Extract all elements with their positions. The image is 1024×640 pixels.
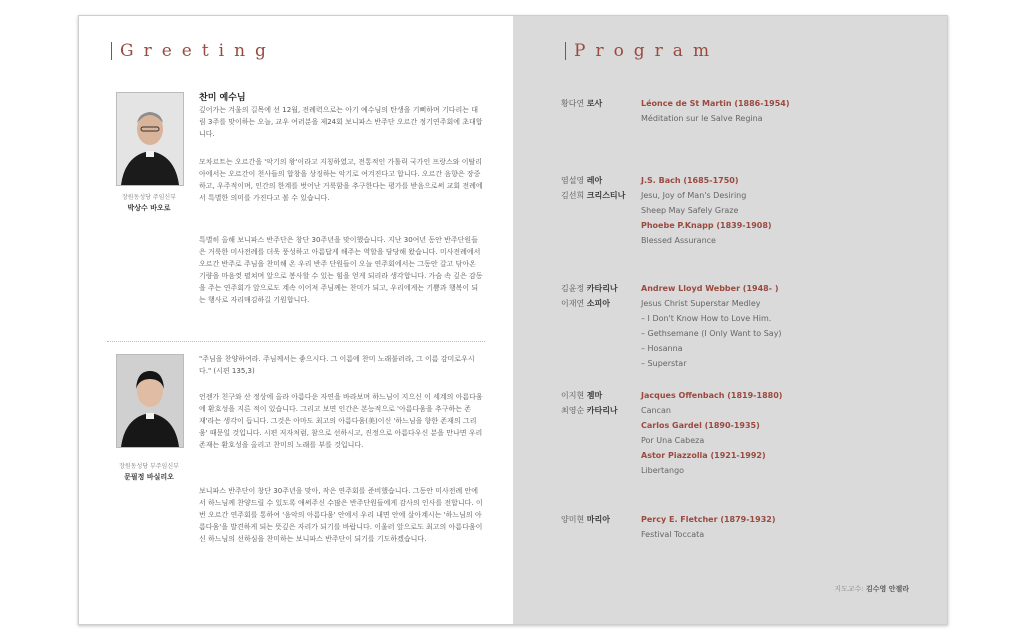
greeting-paragraph-3: 특별히 올해 보니파스 반주단은 창단 30주년을 맞이했습니다. 지난 30여년 동안 반주단원들은 거룩한 미사전례를 더욱 풍성하고 아름답게 해주는 역할을 담당해 왔습니다. 미사전례에서 오르간 반주로 주님을 찬미해 온 우리 반주 단원들이 오늘 연주회에서는 그동안 갈고 닦아온 기량을 마음껏 펼쳐며 앞으로 봉사할 수 있는 힘을 얻게 되리라 생각합니다. 가슴 속 깊은 감동을 주는 연주회가 앞으로도 계속 이어져 주님께는 찬미가 되고, 우리에게는 기쁨과 행복이 되는 행사로 자리매김하길 기원합니다. — [199, 236, 483, 304]
performers — [561, 173, 641, 203]
pieces — [641, 512, 921, 542]
assistant-priest-photo — [116, 354, 184, 448]
composer: Léonce de St Martin (1886-1954) — [641, 99, 790, 108]
footer-label: 지도교수: — [834, 585, 864, 593]
work-title: Jesu, Joy of Man's Desiring — [641, 191, 747, 200]
quote-paragraph-3: 보니파스 반주단이 창단 30주년을 맞아, 작은 연주회를 준비했습니다. 그동안 미사전례 안에서 하느님께 찬양드릴 수 있도록 애써주신 수많은 반주단원들에게 감사의 인사를 전합니다. 이번 오르간 연주회를 통하여 '음악의 아름다움' 안에서 우리 내면 안에 살아계시는 '하느님의 아름다움'을 발견하게 되는 뜻깊은 자리가 되기를 바랍니다. 이울러 앞으로도 최고의 아름다움이신 하느님의 선하심을 찬미하는 보니파스 반주단이 되기를 기도하겠습니다. — [199, 487, 483, 543]
work-title: – Superstar — [641, 359, 687, 368]
booklet-spread — [78, 15, 948, 625]
program-page — [513, 16, 947, 624]
greeting-title: 찬미 예수님 — [199, 93, 246, 103]
greeting-paragraph-1: 깊어가는 겨울의 길목에 선 12월, 전례력으로는 아기 예수님의 탄생을 기뻐하며 기다리는 대림 3주를 맞이하는 오늘, 교우 여러분을 제24회 보니파스 반주단 오르간 정기연주회에 초대합니다. — [199, 106, 483, 138]
work-title: – Hosanna — [641, 344, 683, 353]
composer: Phoebe P.Knapp (1839-1908) — [641, 221, 772, 230]
quote-paragraph-2: 언젠가 친구와 산 정상에 올라 아름다운 자연을 바라보며 하느님이 지으신 이 세계의 아름다움에 환호성을 지른 적이 있습니다. 그리고 보면 인간은 본능적으로 '아름다움을 추구하는 존재'라는 생각이 듭니다. 그것은 아마도 최고의 아름다움(美)이신 '하느님을 향한 존재의 그리움' 때문일 것입니다. 시편 저자처럼, 참으로 선하시고, 진정으로 아름다우신 분을 만나면 우리 존재는 환호성을 올리고 찬미의 노래를 부를 것입니다. — [199, 393, 483, 449]
performer: 최영순 카타리나 — [561, 406, 618, 415]
work-title: Cancan — [641, 406, 671, 415]
composer: Carlos Gardel (1890-1935) — [641, 421, 760, 430]
work-title: Por Una Cabeza — [641, 436, 705, 445]
performers — [561, 388, 641, 418]
performer: 이재연 소피아 — [561, 299, 610, 308]
greeting-page — [79, 16, 513, 624]
work-title: Jesus Christ Superstar Medley — [641, 299, 761, 308]
program-footer — [834, 584, 909, 594]
performer: 황다연 로사 — [561, 99, 603, 108]
work-title: Méditation sur le Salve Regina — [641, 114, 763, 123]
performer: 양미현 마리아 — [561, 515, 610, 524]
performer: 김윤정 카타리나 — [561, 284, 618, 293]
person1-name: 박상수 바오로 — [127, 204, 171, 212]
quote-paragraph-1: "주님을 찬양하여라. 주님께서는 좋으시다. 그 이름에 찬미 노래불러라, 그 이름 감미로우시다." (시편 135,3) — [199, 355, 475, 375]
footer-name: 김수영 안젤라 — [865, 585, 909, 593]
work-title: Festival Toccata — [641, 530, 705, 539]
priest-photo — [116, 92, 184, 186]
composer: Jacques Offenbach (1819-1880) — [641, 391, 783, 400]
greeting-heading: Greeting — [111, 42, 276, 60]
performers — [561, 512, 641, 527]
pieces — [641, 388, 921, 478]
person1-role: 장원동성당 주임신부 — [121, 194, 177, 201]
pieces — [641, 173, 921, 248]
composer: Percy E. Fletcher (1879-1932) — [641, 515, 776, 524]
greeting-paragraph-2: 모차르트는 오르간을 '악기의 왕'이라고 지칭하였고, 전통적인 가톨릭 국가인 프랑스와 이탈리아에서는 오르간이 천사들의 합창을 상징하는 악기로 여겨진다고 합니다. 오르간 음향은 장중하고, 우주적이며, 인간의 한계를 벗어난 거룩함을 추구한다는 평가를 받음으로써 교회 전례에서 특별한 의미를 가진다고 볼 수 있습니다. — [199, 158, 483, 202]
performer: 김선희 크리스티나 — [561, 191, 626, 200]
performers — [561, 281, 641, 311]
pieces — [641, 96, 921, 126]
performers — [561, 96, 641, 111]
work-title: Blessed Assurance — [641, 236, 716, 245]
performer: 이지현 젬마 — [561, 391, 603, 400]
work-title: Sheep May Safely Graze — [641, 206, 739, 215]
composer: Andrew Lloyd Webber (1948- ) — [641, 284, 779, 293]
work-title: – I Don't Know How to Love Him. — [641, 314, 772, 323]
person2-role: 장원동성당 부주임신부 — [119, 463, 179, 470]
pieces — [641, 281, 921, 371]
composer: J.S. Bach (1685-1750) — [641, 176, 739, 185]
work-title: – Gethsemane (I Only Want to Say) — [641, 329, 782, 338]
composer: Astor Piazzolla (1921-1992) — [641, 451, 766, 460]
work-title: Libertango — [641, 466, 685, 475]
person2-name: 문필정 바실리오 — [124, 473, 174, 481]
section-divider — [107, 341, 485, 342]
program-heading: Program — [565, 42, 719, 60]
performer: 염설영 레아 — [561, 176, 603, 185]
